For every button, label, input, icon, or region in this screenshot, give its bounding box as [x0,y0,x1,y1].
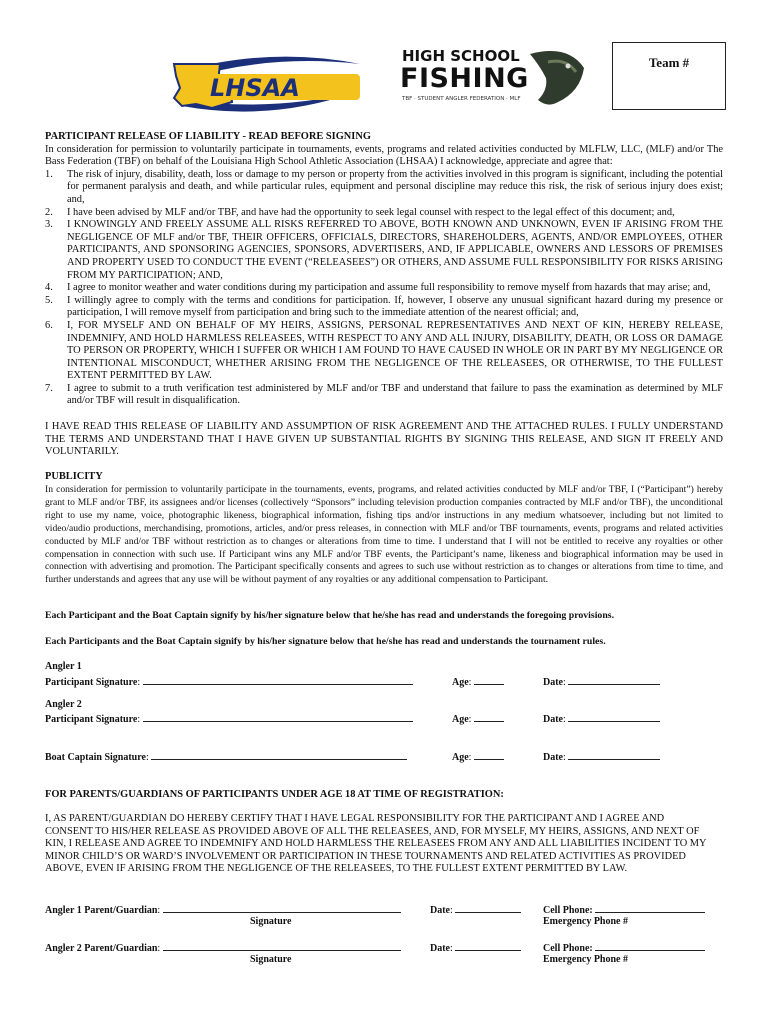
provisions-statement: Each Participant and the Boat Captain signify by his/her signature below that he/she has read and understands the foregoing provisions. [45,610,615,621]
angler1-parent-row: Angler 1 Parent/Guardian: [45,903,401,917]
release-section [45,131,723,408]
item-number: 4. [45,282,53,294]
boat-captain-signature-field[interactable] [151,750,407,760]
item-text: I agree to monitor weather and water conditions during my participation and assume full responsibility to remove myself from hazards that may arise; and, [67,282,711,294]
angler1-parent-label: Angler 1 Parent/Guardian [45,905,158,916]
lhsaa-logo-graphic [160,42,370,122]
signature-caption: Signature [250,916,292,927]
boat-captain-label: Boat Captain Signature [45,752,146,763]
cell-phone-label: Cell Phone: [543,905,593,916]
angler2-parent-row: Angler 2 Parent/Guardian: [45,941,401,955]
item-number: 1. [45,168,53,180]
date-label: Date [543,714,563,725]
publicity-title: PUBLICITY [45,471,103,482]
release-title: PARTICIPANT RELEASE OF LIABILITY - READ BEFORE SIGNING [45,131,371,142]
age-label: Age [452,714,469,725]
cell-phone-label: Cell Phone: [543,943,593,954]
publicity-text: In consideration for permission to voluntarily participate in the tournaments, events, programs, and related activities conducted by MLF and/or TBF, I (“Participant”) hereby grant to MLF and/or TBF, its assignees and/or licenses (collectively “Sponsors” including television production companies contracted by MLF and/or TBF), the unconditional right to use my name, voice, photographic likeness, biographical information, fishing tips and/or instructions in any medium whatsoever, including but not limited to video/audio productions, merchandising, promotions, articles, and/or press releases, in connection with MLF and/or TBF tournaments, events, programs and related activities conducted by MLF and/or TBF without restriction as to changes or alterations from time to time. I understand that I will not be entitled to receive any royalties or other compensation in connection with such use. If Participant wins any MLF and/or TBF events, the Participant’s name, likeness and biographical information may be used in connection with advertising and promotion. The Participant specifically consents and agrees to such use without restriction as to changes or alterations from time to time, and further understands and agrees that any use will be without payment of any royalties or any additional compensation to Participant. [45,484,723,586]
angler1-age: Age: [452,675,504,689]
svg-text:FISHING: FISHING [400,63,529,94]
item-number: 3. [45,219,53,231]
release-intro: In consideration for permission to voluntarily participate in tournaments, events, programs and related activities conducted by MLFLW, LLC, (MLF) and/or The Bass Federation (TBF) on behalf of the Louisiana High School Athletic Association (LHSAA) I acknowledge, appreciate and agree that: [45,143,723,168]
angler1-cell-phone-field[interactable] [595,903,705,913]
boat-captain-age: Age: [452,750,504,764]
item-text: I agree to submit to a truth verification test administered by MLF and/or TBF and understand that failure to pass the examination as determined by MLF and/or TBF will result in disqualification. [67,382,723,407]
svg-text:TBF · STUDENT ANGLER FEDERATIO: TBF · STUDENT ANGLER FEDERATION · MLF [402,96,521,102]
angler2-date-field[interactable] [568,712,660,722]
angler1-age-field[interactable] [474,675,504,685]
angler1-parent-date: Date: [430,903,521,917]
angler2-signature-row: Participant Signature: [45,712,413,726]
lhsaa-logo [160,42,370,122]
release-item [45,207,723,220]
angler2-parent-signature-field[interactable] [163,941,401,951]
angler1-parent-date-field[interactable] [455,903,521,913]
fish-logo-graphic [398,42,588,112]
item-text: The risk of injury, disability, death, loss or damage to my person or property from the activities involved in this program is significant, including the potential for permanent paralysis and death, and while particular rules, equipment and personal discipline may reduce this risk, the risk of serious injury does exist; and, [67,168,723,205]
angler1-emergency-phone-label: Emergency Phone # [543,916,628,927]
item-text: I willingly agree to comply with the terms and conditions for participation. If, however, I observe any unusual significant hazard during my presence or participation, I will remove myself from participation and bring such to the immediate attention of the nearest official; and, [67,294,723,319]
item-text: I have been advised by MLF and/or TBF, and have had the opportunity to seek legal counsel with respect to the legal effect of this document; and, [67,206,675,218]
team-number-box[interactable] [612,42,726,110]
angler2-age: Age: [452,712,504,726]
release-items [45,169,723,408]
release-item [45,295,723,320]
angler1-date: Date: [543,675,660,689]
angler1-parent-signature-field[interactable] [163,903,401,913]
boat-captain-date: Date: [543,750,660,764]
svg-text:HIGH SCHOOL: HIGH SCHOOL [402,47,520,65]
guardian-text: I, AS PARENT/GUARDIAN DO HEREBY CERTIFY THAT I HAVE LEGAL RESPONSIBILITY FOR THE PARTICIPANT AND I AGREE AND CONSENT TO HIS/HER RELEASE AS PROVIDED ABOVE OF ALL THE RELEASEES, AND, FOR MYSELF, MY HEIRS, ASSIGNS, AND NEXT OF KIN, I RELEASE AND AGREE TO INDEMNIFY AND HOLD HARMLESS THE RELEASEES FROM ANY AND ALL LIABILITIES INCIDENT TO MY MINOR CHILD’S OR WARD’S INVOLVEMENT OR PARTICIPATION IN THESE TOURNAMENTS AND RELATED ACTIVITIES AS PROVIDED ABOVE, EVEN IF ARISING FROM THE NEGLIGENCE OF THE RELEASEES, TO THE FULLEST EXTENT PERMITTED BY LAW. [45,813,707,875]
angler1-signature-field[interactable] [143,675,413,685]
age-label: Age [452,752,469,763]
guardian-title: FOR PARENTS/GUARDIANS OF PARTICIPANTS UNDER AGE 18 AT TIME OF REGISTRATION: [45,789,504,800]
angler2-parent-date-field[interactable] [455,941,521,951]
participant-signature-label: Participant Signature [45,677,138,688]
boat-captain-date-field[interactable] [568,750,660,760]
item-number: 6. [45,319,53,331]
release-item [45,383,723,408]
release-item [45,320,723,383]
item-text: I, FOR MYSELF AND ON BEHALF OF MY HEIRS, ASSIGNS, PERSONAL REPRESENTATIVES AND NEXT OF KIN, HEREBY RELEASE, INDEMNIFY, AND HOLD HARMLESS RELEASEES, WITH RESPECT TO ANY AND ALL INJURY, DISABILITY, DEATH, OR LOSS OR DAMAGE TO PERSON OR PROPERTY, WHICH I SUFFER OR WHICH I AM FOUND TO HAVE CAUSED IN WHOLE OR IN PART BY MY NEGLIGENCE OR INTENTIONAL MISCONDUCT, WHETHER ARISING FROM THE NEGLIGENCE OF THE RELEASEES, OR OTHERWISE, TO THE FULLEST EXTENT PERMITTED BY LAW. [67,319,723,382]
angler2-heading: Angler 2 [45,699,82,710]
angler2-cell-phone-field[interactable] [595,941,705,951]
angler2-age-field[interactable] [474,712,504,722]
angler1-date-field[interactable] [568,675,660,685]
date-label: Date [430,905,450,916]
rules-statement: Each Participants and the Boat Captain signify by his/her signature below that he/she has read and understands the tournament rules. [45,636,606,647]
date-label: Date [543,752,563,763]
angler2-date: Date: [543,712,660,726]
release-acknowledgment: I HAVE READ THIS RELEASE OF LIABILITY AND ASSUMPTION OF RISK AGREEMENT AND THE ATTACHED RULES. I FULLY UNDERSTAND THE TERMS AND UNDERSTAND THAT I HAVE GIVEN UP SUBSTANTIAL RIGHTS BY SIGNING THIS RELEASE, AND SIGN IT FREELY AND VOLUNTARILY. [45,421,723,458]
item-number: 7. [45,382,53,394]
team-number-label: Team # [648,55,690,70]
angler1-signature-row: Participant Signature: [45,675,413,689]
angler2-parent-cell [543,941,705,955]
date-label: Date [430,943,450,954]
angler1-heading: Angler 1 [45,661,82,672]
angler2-emergency-phone-label: Emergency Phone # [543,954,628,965]
boat-captain-signature-row: Boat Captain Signature: [45,750,407,764]
release-item [45,219,723,282]
participant-signature-label: Participant Signature [45,714,138,725]
item-number: 2. [45,206,53,218]
release-item [45,169,723,207]
item-text: I KNOWINGLY AND FREELY ASSUME ALL RISKS REFERRED TO ABOVE, BOTH KNOWN AND UNKNOWN, EVEN IF ARISING FROM THE NEGLIGENCE OF MLF and/or TBF, THEIR OFFICERS, OFFICIALS, DIRECTORS, SHAREHOLDERS, AGENTS, AND/OR EMPLOYEES, OTHER PARTICIPANTS, AND SPONSORING AGENCIES, SPONSORS, ADVERTISERS, AND, IF APPLICABLE, OWNERS AND LESSORS OF PREMISES AND PROPERTY USED TO CONDUCT THE EVENT (“RELEASEES”) OR OTHERS, AND ASSUME FULL RESPONSIBILITY FOR RISKS ARISING FROM MY PARTICIPATION; AND, [67,219,723,281]
angler1-parent-cell [543,903,705,917]
angler2-signature-field[interactable] [143,712,413,722]
age-label: Age [452,677,469,688]
svg-text:LHSAA: LHSAA [210,74,300,102]
item-number: 5. [45,294,53,306]
date-label: Date [543,677,563,688]
release-item [45,282,723,295]
angler2-parent-date: Date: [430,941,521,955]
high-school-fishing-logo [398,42,588,112]
angler2-parent-label: Angler 2 Parent/Guardian [45,943,158,954]
boat-captain-age-field[interactable] [474,750,504,760]
signature-caption: Signature [250,954,292,965]
